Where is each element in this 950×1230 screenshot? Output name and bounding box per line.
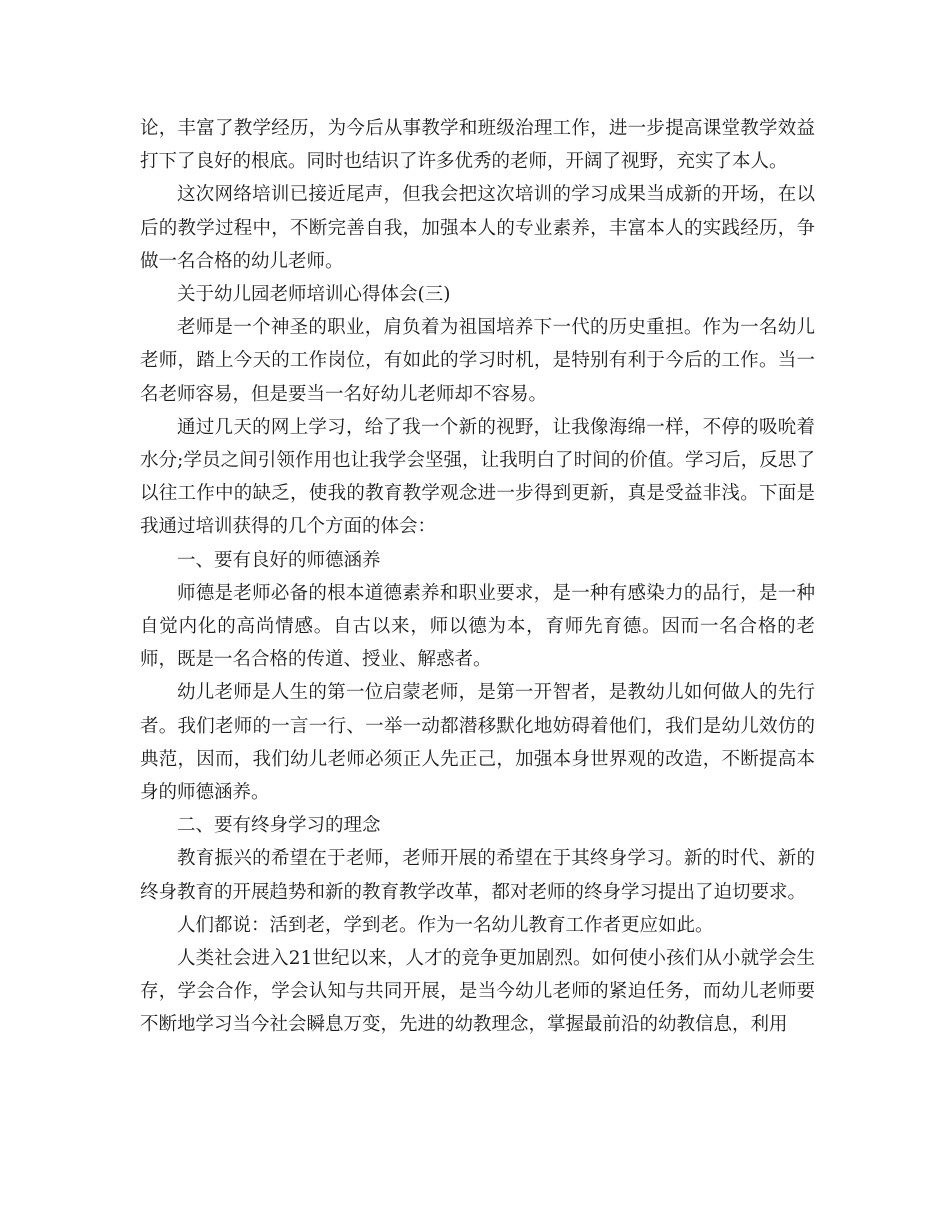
section-heading: 二、要有终身学习的理念	[177, 815, 381, 837]
paragraph: 人们都说：活到老，学到老。作为一名幼儿教育工作者更应如此。	[177, 914, 714, 936]
paragraph: 老师是一个神圣的职业，肩负着为祖国培养下一代的历史重担。作为一名幼儿老师，踏上今天的工作岗位，有如此的学习时机，是特别有利于今后的工作。当一名老师容易，但是要当一名好幼儿老师却不容易。	[140, 317, 815, 405]
paragraph: 人类社会进入21世纪以来，人才的竞争更加剧烈。如何使小孩们从小就学会生存，学会合作，学会认知与共同开展，是当今幼儿老师的紧迫任务，而幼儿老师要不断地学习当今社会瞬息万变，先进的幼教理念，掌握最前沿的幼教信息，利用	[140, 948, 815, 1036]
paragraph: 这次网络培训已接近尾声，但我会把这次培训的学习成果当成新的开场，在以后的教学过程中，不断完善自我，加强本人的专业素养，丰富本人的实践经历，争做一名合格的幼儿老师。	[140, 184, 815, 272]
paragraph: 教育振兴的希望在于老师，老师开展的希望在于其终身学习。新的时代、新的终身教育的开展趋势和新的教育教学改革，都对老师的终身学习提出了迫切要求。	[140, 848, 815, 903]
paragraph: 幼儿老师是人生的第一位启蒙老师，是第一开智者，是教幼儿如何做人的先行者。我们老师的一言一行、一举一动都潜移默化地妨碍着他们，我们是幼儿效仿的典范，因而，我们幼儿老师必须正人先正己，加强本身世界观的改造，不断提高本身的师德涵养。	[140, 682, 815, 804]
document-page	[140, 112, 815, 1042]
section-heading: 关于幼儿园老师培训心得体会(三)	[177, 284, 451, 306]
paragraph-continued: 论，丰富了教学经历，为今后从事教学和班级治理工作，进一步提高课堂教学效益打下了良好的根底。同时也结识了许多优秀的老师，开阔了视野，充实了本人。	[140, 118, 815, 173]
section-heading: 一、要有良好的师德涵养	[177, 549, 381, 571]
paragraph: 师德是老师必备的根本道德素养和职业要求，是一种有感染力的品行，是一种自觉内化的高尚情感。自古以来，师以德为本，育师先育德。因而一名合格的老师，既是一名合格的传道、授业、解惑者。	[140, 582, 815, 671]
paragraph: 通过几天的网上学习，给了我一个新的视野，让我像海绵一样，不停的吸吮着水分;学员之间引领作用也让我学会坚强，让我明白了时间的价值。学习后，反思了以往工作中的缺乏，使我的教育教学观念进一步得到更新，真是受益非浅。下面是我通过培训获得的几个方面的体会：	[140, 416, 815, 538]
